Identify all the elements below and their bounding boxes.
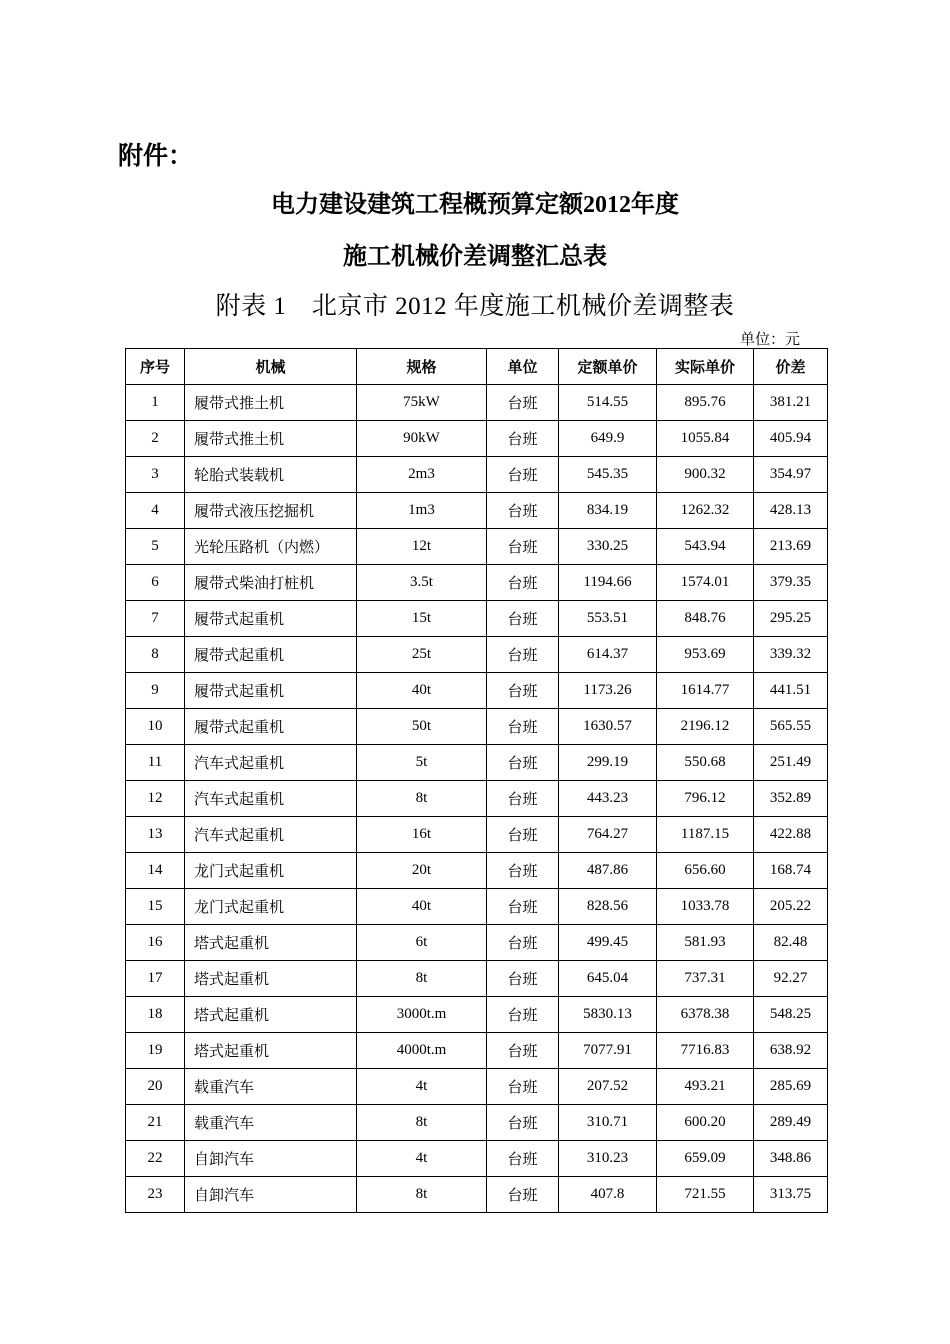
cell-quota-price: 1630.57 — [559, 709, 657, 745]
table-row — [126, 493, 828, 529]
cell-index: 10 — [126, 709, 185, 745]
cell-spec: 90kW — [357, 421, 487, 457]
cell-unit: 台班 — [487, 925, 559, 961]
cell-index: 8 — [126, 637, 185, 673]
cell-index: 4 — [126, 493, 185, 529]
cell-spec: 40t — [357, 673, 487, 709]
cell-quota-price: 614.37 — [559, 637, 657, 673]
cell-actual-price: 7716.83 — [657, 1033, 754, 1069]
cell-index: 2 — [126, 421, 185, 457]
table-row — [126, 925, 828, 961]
cell-quota-price: 764.27 — [559, 817, 657, 853]
cell-unit: 台班 — [487, 1033, 559, 1069]
cell-actual-price: 1614.77 — [657, 673, 754, 709]
cell-price-difference: 339.32 — [754, 637, 828, 673]
cell-price-difference: 213.69 — [754, 529, 828, 565]
cell-unit: 台班 — [487, 529, 559, 565]
cell-actual-price: 6378.38 — [657, 997, 754, 1033]
cell-actual-price: 900.32 — [657, 457, 754, 493]
cell-price-difference: 548.25 — [754, 997, 828, 1033]
cell-unit: 台班 — [487, 385, 559, 421]
table-row — [126, 601, 828, 637]
cell-index: 13 — [126, 817, 185, 853]
cell-index: 21 — [126, 1105, 185, 1141]
cell-index: 7 — [126, 601, 185, 637]
cell-quota-price: 207.52 — [559, 1069, 657, 1105]
cell-index: 6 — [126, 565, 185, 601]
cell-actual-price: 2196.12 — [657, 709, 754, 745]
cell-unit: 台班 — [487, 1105, 559, 1141]
table-row — [126, 421, 828, 457]
cell-spec: 25t — [357, 637, 487, 673]
cell-machine: 履带式推土机 — [185, 385, 357, 421]
table-row — [126, 1033, 828, 1069]
document-title-line2: 施工机械价差调整汇总表 — [343, 244, 607, 270]
cell-index: 3 — [126, 457, 185, 493]
cell-unit: 台班 — [487, 1141, 559, 1177]
cell-price-difference: 381.21 — [754, 385, 828, 421]
cell-price-difference: 441.51 — [754, 673, 828, 709]
cell-machine: 履带式起重机 — [185, 709, 357, 745]
cell-actual-price: 656.60 — [657, 853, 754, 889]
cell-index: 20 — [126, 1069, 185, 1105]
cell-quota-price: 330.25 — [559, 529, 657, 565]
cell-unit: 台班 — [487, 673, 559, 709]
cell-machine: 龙门式起重机 — [185, 853, 357, 889]
cell-unit: 台班 — [487, 853, 559, 889]
cell-quota-price: 645.04 — [559, 961, 657, 997]
cell-spec: 4t — [357, 1141, 487, 1177]
cell-machine: 塔式起重机 — [185, 997, 357, 1033]
cell-quota-price: 443.23 — [559, 781, 657, 817]
cell-spec: 50t — [357, 709, 487, 745]
cell-machine: 塔式起重机 — [185, 961, 357, 997]
cell-actual-price: 1033.78 — [657, 889, 754, 925]
cell-actual-price: 581.93 — [657, 925, 754, 961]
cell-machine: 龙门式起重机 — [185, 889, 357, 925]
cell-quota-price: 649.9 — [559, 421, 657, 457]
machinery-price-table — [125, 348, 828, 1213]
cell-spec: 20t — [357, 853, 487, 889]
table-row — [126, 1105, 828, 1141]
table-title: 附表 1 北京市 2012 年度施工机械价差调整表 — [215, 293, 735, 320]
cell-unit: 台班 — [487, 421, 559, 457]
cell-actual-price: 493.21 — [657, 1069, 754, 1105]
cell-quota-price: 834.19 — [559, 493, 657, 529]
cell-unit: 台班 — [487, 1069, 559, 1105]
cell-price-difference: 348.86 — [754, 1141, 828, 1177]
cell-quota-price: 828.56 — [559, 889, 657, 925]
cell-index: 1 — [126, 385, 185, 421]
cell-actual-price: 796.12 — [657, 781, 754, 817]
document-title-line1: 电力建设建筑工程概预算定额2012年度 — [271, 192, 679, 218]
cell-actual-price: 600.20 — [657, 1105, 754, 1141]
cell-price-difference: 82.48 — [754, 925, 828, 961]
cell-quota-price: 1173.26 — [559, 673, 657, 709]
table-row — [126, 997, 828, 1033]
cell-price-difference: 405.94 — [754, 421, 828, 457]
cell-actual-price: 543.94 — [657, 529, 754, 565]
cell-index: 9 — [126, 673, 185, 709]
cell-actual-price: 848.76 — [657, 601, 754, 637]
table-row — [126, 1141, 828, 1177]
cell-unit: 台班 — [487, 889, 559, 925]
cell-actual-price: 659.09 — [657, 1141, 754, 1177]
cell-spec: 16t — [357, 817, 487, 853]
cell-spec: 1m3 — [357, 493, 487, 529]
attachment-label: 附件： — [118, 143, 194, 170]
cell-machine: 自卸汽车 — [185, 1177, 357, 1213]
unit-label: 单位：元 — [740, 332, 801, 348]
cell-unit: 台班 — [487, 601, 559, 637]
cell-spec: 8t — [357, 1105, 487, 1141]
cell-index: 18 — [126, 997, 185, 1033]
table-row — [126, 457, 828, 493]
cell-price-difference: 428.13 — [754, 493, 828, 529]
cell-actual-price: 1055.84 — [657, 421, 754, 457]
cell-price-difference: 285.69 — [754, 1069, 828, 1105]
cell-quota-price: 545.35 — [559, 457, 657, 493]
cell-machine: 履带式起重机 — [185, 673, 357, 709]
cell-quota-price: 7077.91 — [559, 1033, 657, 1069]
cell-unit: 台班 — [487, 961, 559, 997]
cell-spec: 6t — [357, 925, 487, 961]
cell-quota-price: 5830.13 — [559, 997, 657, 1033]
table-row — [126, 961, 828, 997]
cell-machine: 轮胎式装载机 — [185, 457, 357, 493]
table-row — [126, 637, 828, 673]
table-row — [126, 565, 828, 601]
cell-spec: 8t — [357, 1177, 487, 1213]
column-header-unit: 单位 — [487, 349, 559, 385]
cell-unit: 台班 — [487, 745, 559, 781]
cell-spec: 4000t.m — [357, 1033, 487, 1069]
cell-unit: 台班 — [487, 817, 559, 853]
column-header-actual-price: 实际单价 — [657, 349, 754, 385]
table-row — [126, 781, 828, 817]
cell-unit: 台班 — [487, 997, 559, 1033]
column-header-index: 序号 — [126, 349, 185, 385]
cell-actual-price: 895.76 — [657, 385, 754, 421]
cell-price-difference: 168.74 — [754, 853, 828, 889]
table-header-row — [126, 349, 828, 385]
cell-price-difference: 565.55 — [754, 709, 828, 745]
table-row — [126, 745, 828, 781]
cell-index: 11 — [126, 745, 185, 781]
cell-spec: 15t — [357, 601, 487, 637]
cell-spec: 75kW — [357, 385, 487, 421]
cell-price-difference: 289.49 — [754, 1105, 828, 1141]
cell-unit: 台班 — [487, 493, 559, 529]
cell-price-difference: 92.27 — [754, 961, 828, 997]
cell-quota-price: 553.51 — [559, 601, 657, 637]
cell-machine: 汽车式起重机 — [185, 781, 357, 817]
cell-actual-price: 737.31 — [657, 961, 754, 997]
cell-machine: 履带式柴油打桩机 — [185, 565, 357, 601]
cell-index: 19 — [126, 1033, 185, 1069]
table-row — [126, 709, 828, 745]
cell-machine: 载重汽车 — [185, 1105, 357, 1141]
cell-index: 15 — [126, 889, 185, 925]
table-row — [126, 385, 828, 421]
cell-spec: 3000t.m — [357, 997, 487, 1033]
column-header-price-difference: 价差 — [754, 349, 828, 385]
cell-machine: 履带式起重机 — [185, 637, 357, 673]
cell-price-difference: 354.97 — [754, 457, 828, 493]
cell-spec: 8t — [357, 961, 487, 997]
cell-machine: 履带式推土机 — [185, 421, 357, 457]
cell-price-difference: 352.89 — [754, 781, 828, 817]
cell-quota-price: 499.45 — [559, 925, 657, 961]
cell-index: 12 — [126, 781, 185, 817]
cell-quota-price: 1194.66 — [559, 565, 657, 601]
cell-spec: 4t — [357, 1069, 487, 1105]
cell-quota-price: 487.86 — [559, 853, 657, 889]
cell-spec: 12t — [357, 529, 487, 565]
cell-actual-price: 1574.01 — [657, 565, 754, 601]
cell-actual-price: 953.69 — [657, 637, 754, 673]
cell-machine: 塔式起重机 — [185, 1033, 357, 1069]
cell-price-difference: 422.88 — [754, 817, 828, 853]
cell-machine: 汽车式起重机 — [185, 817, 357, 853]
cell-machine: 自卸汽车 — [185, 1141, 357, 1177]
cell-price-difference: 295.25 — [754, 601, 828, 637]
cell-quota-price: 310.23 — [559, 1141, 657, 1177]
cell-machine: 汽车式起重机 — [185, 745, 357, 781]
cell-machine: 光轮压路机（内燃） — [185, 529, 357, 565]
cell-machine: 履带式起重机 — [185, 601, 357, 637]
cell-actual-price: 1187.15 — [657, 817, 754, 853]
cell-quota-price: 514.55 — [559, 385, 657, 421]
cell-spec: 8t — [357, 781, 487, 817]
table-row — [126, 1069, 828, 1105]
cell-index: 14 — [126, 853, 185, 889]
table-row — [126, 529, 828, 565]
table-body — [126, 385, 828, 1213]
table-row — [126, 889, 828, 925]
cell-spec: 40t — [357, 889, 487, 925]
table-row — [126, 673, 828, 709]
cell-actual-price: 721.55 — [657, 1177, 754, 1213]
cell-quota-price: 299.19 — [559, 745, 657, 781]
cell-machine: 载重汽车 — [185, 1069, 357, 1105]
cell-actual-price: 550.68 — [657, 745, 754, 781]
cell-index: 16 — [126, 925, 185, 961]
cell-unit: 台班 — [487, 781, 559, 817]
table-row — [126, 817, 828, 853]
cell-index: 22 — [126, 1141, 185, 1177]
cell-quota-price: 407.8 — [559, 1177, 657, 1213]
cell-index: 5 — [126, 529, 185, 565]
cell-price-difference: 379.35 — [754, 565, 828, 601]
cell-price-difference: 251.49 — [754, 745, 828, 781]
cell-spec: 2m3 — [357, 457, 487, 493]
cell-spec: 3.5t — [357, 565, 487, 601]
cell-machine: 履带式液压挖掘机 — [185, 493, 357, 529]
cell-spec: 5t — [357, 745, 487, 781]
cell-index: 17 — [126, 961, 185, 997]
cell-quota-price: 310.71 — [559, 1105, 657, 1141]
table-row — [126, 853, 828, 889]
cell-unit: 台班 — [487, 709, 559, 745]
cell-unit: 台班 — [487, 565, 559, 601]
cell-machine: 塔式起重机 — [185, 925, 357, 961]
cell-index: 23 — [126, 1177, 185, 1213]
cell-price-difference: 638.92 — [754, 1033, 828, 1069]
column-header-quota-price: 定额单价 — [559, 349, 657, 385]
cell-unit: 台班 — [487, 637, 559, 673]
cell-unit: 台班 — [487, 457, 559, 493]
table-row — [126, 1177, 828, 1213]
cell-unit: 台班 — [487, 1177, 559, 1213]
cell-actual-price: 1262.32 — [657, 493, 754, 529]
column-header-machine: 机械 — [185, 349, 357, 385]
column-header-spec: 规格 — [357, 349, 487, 385]
cell-price-difference: 313.75 — [754, 1177, 828, 1213]
cell-price-difference: 205.22 — [754, 889, 828, 925]
